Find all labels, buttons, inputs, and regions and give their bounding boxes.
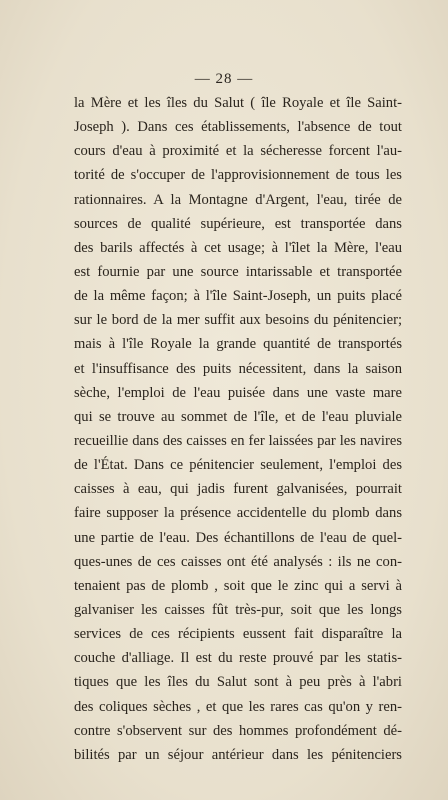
text-line: couche d'alliage. Il est du reste prouvé par les statis-	[74, 650, 402, 667]
text-line: services de ces récipients eussent fait disparaître la	[74, 626, 402, 643]
text-line: faire supposer la présence accidentelle du plomb dans	[74, 505, 402, 522]
body-text	[74, 91, 402, 767]
text-line: sur le bord de la mer suffit aux besoins du pénitencier;	[74, 312, 402, 329]
text-line: rationnaires. A la Montagne d'Argent, l'eau, tirée de	[74, 191, 402, 208]
text-line: de l'État. Dans ce pénitencier seulement, l'emploi des	[74, 457, 402, 474]
text-line: des barils affectés à cet usage; à l'îlet la Mère, l'eau	[74, 239, 402, 256]
text-line: est fournie par une source intarissable et transportée	[74, 263, 402, 280]
text-line: et l'insuffisance des puits nécessitent, dans la saison	[74, 360, 402, 377]
text-line: qui se trouve au sommet de l'île, et de l'eau pluviale	[74, 408, 402, 425]
text-line: tenaient pas de plomb , soit que le zinc qui a servi à	[74, 577, 402, 594]
text-line: une partie de l'eau. Des échantillons de l'eau de quel-	[74, 529, 402, 546]
text-line: cours d'eau à proximité et la sécheresse forcent l'au-	[74, 143, 402, 160]
text-line: tiques que les îles du Salut sont à peu près à l'abri	[74, 674, 402, 691]
text-line: recueillie dans des caisses en fer laissées par les navires	[74, 432, 402, 449]
text-line: bilités par un séjour antérieur dans les pénitenciers	[74, 746, 402, 763]
page-number: — 28 —	[194, 71, 254, 87]
text-line: des coliques sèches , et que les rares cas qu'on y ren-	[74, 698, 402, 715]
text-line: torité de s'occuper de l'approvisionnement de tous les	[74, 167, 402, 184]
text-line: sèche, l'emploi de l'eau puisée dans une vaste mare	[74, 384, 402, 401]
text-line: caisses à eau, qui jadis furent galvanisées, pourrait	[74, 481, 402, 498]
text-line: contre s'observent sur des hommes profondément dé-	[74, 722, 402, 739]
text-line: de la même façon; à l'île Saint-Joseph, un puits placé	[74, 288, 402, 305]
text-line: la Mère et les îles du Salut ( île Royale et île Saint-	[74, 95, 402, 111]
text-line: sources de qualité supérieure, est transportée dans	[74, 215, 402, 232]
text-line: galvaniser les caisses fût très-pur, soit que les longs	[74, 601, 402, 618]
text-line: Joseph ). Dans ces établissements, l'absence de tout	[74, 119, 402, 136]
text-line: ques-unes de ces caisses ont été analysés : ils ne con-	[74, 553, 402, 570]
text-line: mais à l'île Royale la grande quantité de transportés	[74, 336, 402, 353]
